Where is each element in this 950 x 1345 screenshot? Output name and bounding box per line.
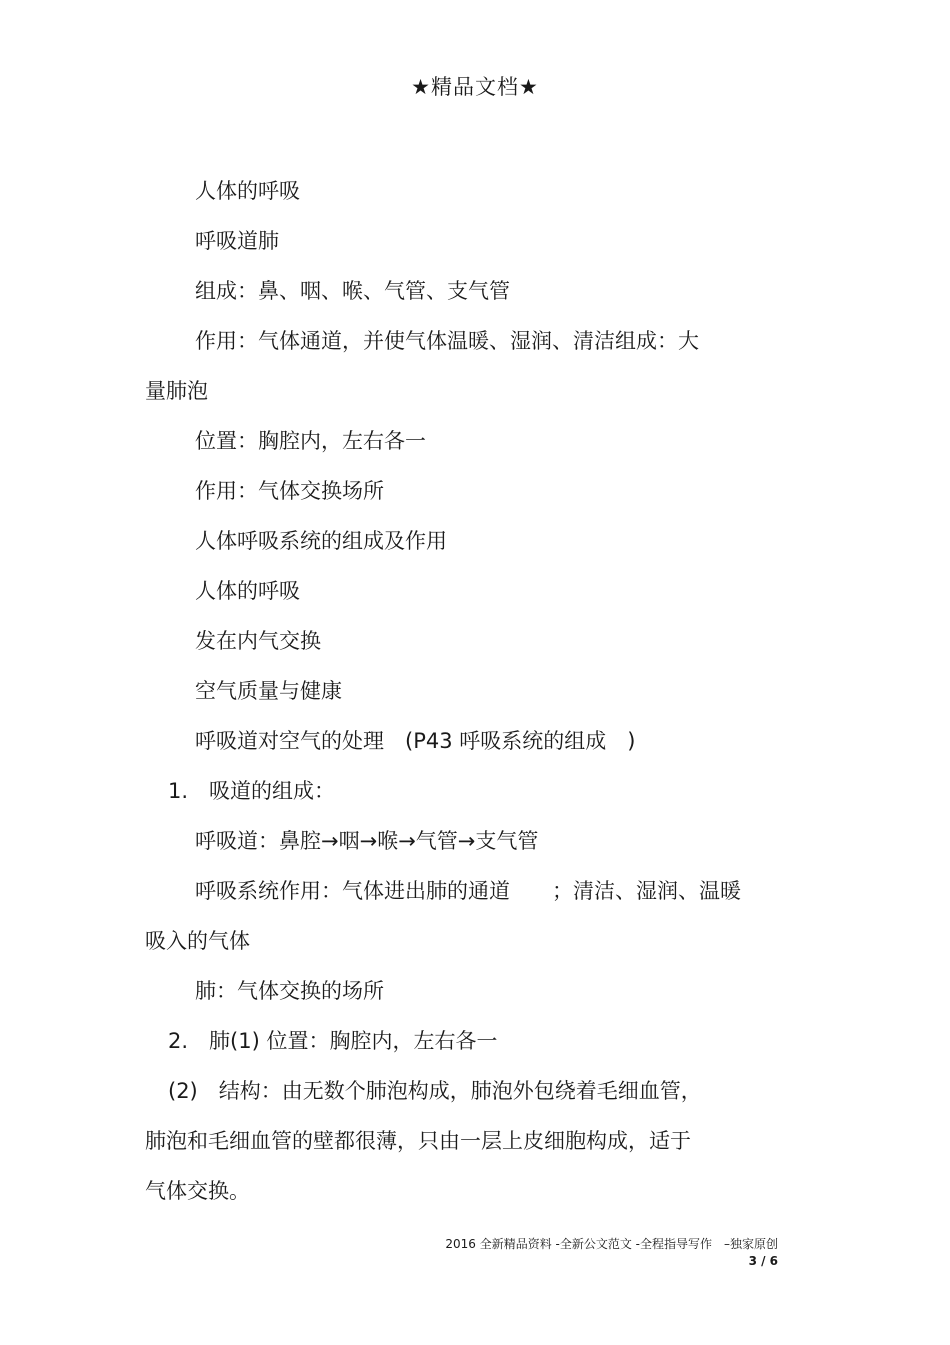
text-line: 量肺泡	[145, 379, 208, 403]
text-line: 呼吸道肺	[195, 229, 279, 253]
text-line: 呼吸道对空气的处理 (P43 呼吸系统的组成 )	[195, 729, 636, 753]
list-item-2: 2. 肺(1) 位置：胸腔内，左右各一	[168, 1029, 498, 1053]
text-line: 组成：鼻、咽、喉、气管、支气管	[195, 279, 510, 303]
text-line: 位置：胸腔内，左右各一	[195, 429, 426, 453]
text-line: 吸入的气体	[145, 929, 250, 953]
text-line: 作用：气体交换场所	[195, 479, 384, 503]
text-line: 肺泡和毛细血管的壁都很薄，只由一层上皮细胞构成，适于	[145, 1129, 691, 1153]
text-line: 空气质量与健康	[195, 679, 342, 703]
list-item-1: 1. 吸道的组成：	[168, 779, 336, 803]
text-line: 肺：气体交换的场所	[195, 979, 384, 1003]
text-line: 作用：气体通道，并使气体温暖、湿润、清洁组成：大	[195, 329, 699, 353]
text-line: 发在内气交换	[195, 629, 321, 653]
text-line: 人体的呼吸	[195, 579, 300, 603]
text-line: 呼吸道：鼻腔→咽→喉→气管→支气管	[195, 829, 539, 853]
text-line: 呼吸系统作用：气体进出肺的通道 ；清洁、湿润、温暖	[195, 879, 741, 903]
text-line: (2) 结构：由无数个肺泡构成，肺泡外包绕着毛细血管，	[168, 1079, 702, 1103]
text-line: 气体交换。	[145, 1179, 250, 1203]
text-line: 人体的呼吸	[195, 179, 300, 203]
page-number: 3 / 6	[748, 1254, 778, 1268]
text-line: 人体呼吸系统的组成及作用	[195, 529, 447, 553]
page-header-title: ★精品文档★	[411, 75, 539, 99]
page-footer-text: 2016 全新精品资料 -全新公文范文 -全程指导写作 –独家原创	[445, 1237, 778, 1251]
